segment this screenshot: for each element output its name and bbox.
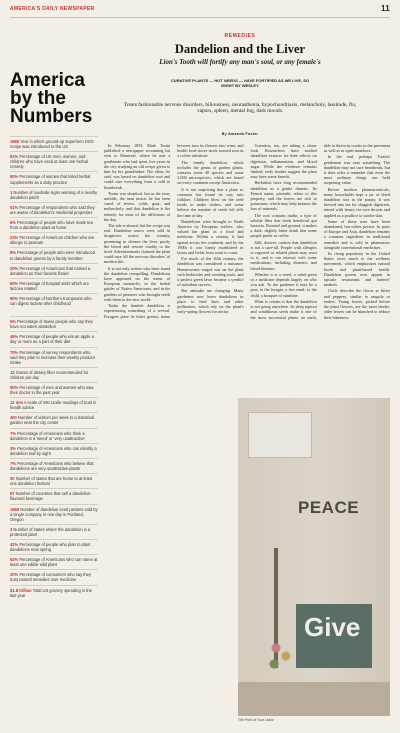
- article-paragraph: Herbalists have long recommended dandelion as a gentle diuretic. Its French name, pissenlit, refers to this property, and the leaves are rich in potassium, which may help balance the loss of minerals.: [250, 180, 317, 212]
- stat-item: [10, 397, 98, 412]
- stats-list-top: [10, 136, 98, 308]
- stat-number: 60%: [10, 174, 19, 180]
- stat-number: 50%: [10, 385, 19, 390]
- article-paragraph: In the end, perhaps Twain's gentleman was onto something. The dandelion may not cure heartbreak, but it does offer a reminder that even the most ordinary things can hold surprising value.: [323, 154, 390, 186]
- stat-number: 12 mm: [10, 400, 23, 406]
- stat-number: 12: [10, 369, 15, 375]
- stat-item: [10, 331, 98, 346]
- article-paragraph: Scientists, too, are taking a closer look. Researchers have studied dandelion extracts for their effects on digestion, inflammation, and blood sugar. While the evidence remains limited, early studies suggest the plant may have some benefit.: [250, 143, 317, 180]
- article-paragraph: The family dandelion, which includes the genus of garden plants, contains some 40 species and some 2,000 microspecies, which are found on every continent except Antarctica.: [177, 159, 244, 186]
- stat-item: [10, 247, 98, 262]
- stat-text: Percentage of survey respondents who said they plan to increase their weekly produce intake: [10, 349, 96, 365]
- stat-text: Number of roadside signs warning of a nearby dandelion patch: [10, 189, 98, 200]
- photo-caption: The Fruit of Your Labor: [238, 718, 274, 722]
- stat-item: [10, 151, 98, 171]
- stat-number: 1: [10, 189, 13, 195]
- give-sign-text: Give: [304, 612, 361, 642]
- stat-number: 67: [10, 491, 15, 497]
- stat-text: Year in which ground-up superhero DGS recipe was introduced to the US: [10, 139, 94, 150]
- stat-text: Number of states where the dandelion is a protected plant: [10, 526, 91, 537]
- stat-text: Percentage of men and women who saw their doctor in the past year: [10, 385, 94, 396]
- stat-text: Percentage of people who plan to plant dandelions next spring: [10, 541, 91, 553]
- article-paragraph: In February 1853, Mark Twain published a newspaper recounting his visit to Montreal, where he met a gentleman who had spent five years in the city studying an old recipe given to him by his grandfather. The elixir, he said, was based on dandelion root and could cure everything from a cold to heartbreak.: [104, 143, 171, 190]
- article-photo: [238, 398, 390, 716]
- stat-text: Percentage of Americans who can name at least one edible wild plant: [10, 557, 98, 568]
- photo-window: [248, 412, 312, 458]
- article-paragraph: Today the humble dandelion is experiencing something of a revival. Foragers prize its bitter greens; home brewers turn its flowers into wine; and health food stores stock roasted root as a coffee substitute.: [104, 143, 244, 319]
- stat-number: 8%: [10, 250, 16, 256]
- article-paragraph: Dandelions were brought to North America by European settlers, who valued the plant as a food and medicine. Within a century, it had spread across the continent, and by the 1800s it was firmly established in lawns and fields from coast to coast.: [177, 218, 244, 256]
- article-paragraph: Before modern pharmaceuticals, many households kept a jar of dried dandelion root in the pantry. It was brewed into tea for sluggish digestion, mixed with honey for sore throats and applied as a poultice to soothe skin.: [323, 186, 390, 218]
- stat-item: [10, 504, 98, 524]
- stat-number: 70%: [10, 349, 19, 355]
- stat-text: Number of countries that sell a dandelion-flavored beverage: [10, 491, 92, 502]
- article-paragraph: It is not only writers who have found the dandelion compelling. Dandelions have appeared on the menu of European monarchs, in the herbal guides of Native Americans, and in the gardens of pioneers who brought seeds with them to the new world.: [104, 265, 171, 302]
- masthead: [10, 3, 390, 18]
- stat-number: 1989: [10, 506, 20, 512]
- stat-item: [10, 473, 98, 488]
- stat-text: Percentage of people who have made tea from a dandelion plant at home: [10, 220, 93, 231]
- stat-item: [10, 412, 98, 427]
- article-paragraph: What is certain is that the dandelion is not going anywhere. Its deep taproot and windblown seeds make it one of the most successful plants on earth, able to thrive in cracks in the pavement as well as in open meadows.: [250, 143, 390, 320]
- photo-flowers: [264, 636, 296, 676]
- stat-number: 62%: [10, 557, 19, 563]
- stat-text: Percentage of hospital visits which are lactose related: [10, 280, 89, 291]
- stat-item: [10, 202, 98, 217]
- stat-item: [10, 382, 98, 397]
- stat-text: Number of visitors per week to a botanical garden near the city center: [10, 415, 95, 426]
- section-name: AMERICA'S DAILY NEWSPAPER: [10, 6, 95, 12]
- stat-number: $1.8 trillion: [10, 587, 32, 593]
- stat-text: Percentage of women that listed herbal supplements as a daily practice: [10, 174, 91, 185]
- article-dek: Lion's Tooth will fortify any man's soul, or any female's: [159, 58, 321, 66]
- stat-item: [10, 293, 98, 308]
- stat-item: [10, 458, 98, 473]
- stat-item: [10, 443, 98, 458]
- stat-number: 30: [10, 476, 15, 482]
- give-sign: [296, 604, 372, 668]
- stat-number: 6%: [10, 220, 16, 226]
- article-paragraph: Twain was skeptical, but as the story unfolds, the man insists he has been cured of fevers, colds, gout, and melancholy, and that dandelion is the remedy for most of the afflictions of the day.: [104, 190, 171, 222]
- stat-item: [10, 316, 98, 331]
- stat-number: 23%: [10, 235, 19, 241]
- photo-ground: [238, 682, 390, 716]
- stat-text: Grams of dietary fiber recommended for children per day: [10, 369, 89, 380]
- stat-text: Percentage of people who eat an apple a day or more as a part of their diet: [10, 334, 94, 345]
- article-headline: Dandelion and the Liver: [174, 42, 306, 56]
- stat-text: Percentage of US men, women, and children who have used at least one herbal remedy: [10, 154, 88, 170]
- stat-number: 1986: [10, 139, 20, 144]
- stat-number: 60%: [10, 280, 19, 286]
- article-paragraph: Whether it is a weed, a salad green or a medicine depends largely on who you ask. To the gardener it may be a pest; to the forager, a free meal; to the child, a bouquet of sunshine.: [250, 271, 317, 298]
- article-paragraph: The tale is absurd, but the recipe was real. Dandelion tonics were sold in drugstores across the country, promising to cleanse the liver, purify the blood and restore vitality to the tired. Advertisements claimed the plant could cure 'all the nervous disorders' of modern life.: [104, 223, 171, 265]
- stat-item: [10, 488, 98, 503]
- stat-item: [10, 554, 98, 569]
- stat-text: Percentage of Americans who can identify a dandelion leaf by sight: [10, 445, 97, 456]
- peace-sign: PEACE: [298, 498, 360, 517]
- stat-text: Percentage of respondents who said they are aware of dandelion's medicinal properties: [10, 204, 95, 215]
- stat-item: [10, 136, 98, 151]
- stat-number: 20%: [10, 572, 19, 578]
- stat-number: 3: [10, 526, 13, 532]
- stats-list-bottom: [10, 316, 98, 600]
- stat-text: Percentage of Americans who believe that dandelions are very unattractive plants: [10, 460, 94, 472]
- page-number: 11: [380, 4, 390, 13]
- stat-number: 7%: [10, 460, 16, 466]
- stat-item: [10, 232, 98, 247]
- stat-text: Percentage of Americans that named a dandelion as their favorite flower: [10, 265, 91, 276]
- stat-item: [10, 569, 98, 584]
- stat-item: [10, 524, 98, 539]
- stat-text: Percentage of consumers who say they trust natural remedies over medicine: [10, 572, 92, 583]
- stat-text: Percentage of American children who are allergic to peanuts: [10, 235, 95, 246]
- article-paragraph: But attitudes are changing. Many gardeners now leave dandelions in place to feed bees and other pollinators, which rely on the plant's early-spring flowers for nectar.: [177, 288, 244, 315]
- article-intro: Treats fashionable nervous disorders, biliousness, neurasthenia, hypochondriasis, melancholy, lassitude, flu, vapors, spleen, mental fog, dark moods.: [123, 102, 357, 115]
- stat-text: Number of states that are home to at least one dandelion festival: [10, 476, 93, 487]
- stat-item: [10, 171, 98, 186]
- numbers-sidebar: [10, 20, 98, 727]
- stat-number: 51%: [10, 204, 19, 210]
- stat-text: Percentage of Americans who think a dandelion is a 'weed' or 'very unattractive': [10, 430, 86, 441]
- stat-item: [10, 367, 98, 382]
- stat-item: [10, 278, 98, 293]
- stat-number: 3%: [10, 445, 16, 451]
- article-paragraph: Still, doctors caution that dandelion is not a cure-all. People with allergies to ragweed or related plants may react to it, and it can interact with some medications, including diuretics and blood thinners.: [250, 239, 317, 271]
- article-paragraph: For much of the 20th century, the dandelion was considered a nuisance. Homeowners waged war on the plant with herbicides and weeding tools, and a perfect green lawn became a symbol of suburban success.: [177, 256, 244, 288]
- stat-number: 46%: [10, 334, 19, 340]
- article-label: REMEDIES: [224, 33, 256, 39]
- stat-text: Percentage of Northern Europeans who can digest lactose after childhood: [10, 295, 92, 307]
- stat-number: 42%: [10, 541, 19, 547]
- stat-item: [10, 347, 98, 367]
- stat-number: 7%: [10, 430, 16, 436]
- stat-item: [10, 428, 98, 443]
- stat-text: Percentage of Swiss people who say they have not eaten dandelion: [10, 319, 93, 330]
- article-paragraph: Some of those uses have been abandoned, but others persist. In parts of Europe and Asia, dandelion remains a common ingredient in traditional remedies and is sold in pharmacies alongside conventional medicines.: [323, 218, 390, 250]
- stat-item: [10, 539, 98, 554]
- stat-number: 81%: [10, 154, 19, 160]
- article-paragraph: Its rising popularity in the United States owes much to the wellness movement, which emphasizes natural foods and plant-based health. Dandelion greens now appear in upscale restaurants and farmers' markets.: [323, 251, 390, 288]
- stat-number: 400: [10, 415, 17, 421]
- stat-number: 90%: [10, 295, 19, 301]
- stat-text: Percentage of people who were introduced to dandelion greens by a family member: [10, 250, 95, 261]
- stat-item: [10, 585, 98, 600]
- article-paragraph: Chefs describe the flavor as bitter and peppery, similar to arugula or endive. Young leaves, picked before the plant flowers, are the most tender; older leaves can be blanched to reduce their bitterness.: [323, 288, 390, 320]
- article-paragraph: The root contains inulin, a type of soluble fiber that feeds beneficial gut bacteria. Roasted and ground, it makes a dark, slightly bitter drink that some people prefer to coffee.: [250, 212, 317, 239]
- article-subhead: CURATIVE PLANTS — HOT NEEDS — HAVE FORTIFIED AS WE LIVE, SO MIGHT BY WESLEY: [170, 78, 310, 88]
- stat-item: [10, 217, 98, 232]
- stat-number: 20%: [10, 265, 19, 271]
- stat-text: Number of dandelion seed packets sold by a single company in one day in Portland, Oregon: [10, 506, 98, 522]
- stat-item: [10, 263, 98, 278]
- stat-text: A scale of 400 Lexile readings of trust in health advice: [10, 400, 97, 411]
- stat-number: 5%: [10, 319, 16, 325]
- stat-text: Total US grocery spending in the last year: [10, 587, 92, 598]
- sidebar-title: America by the Numbers: [10, 70, 93, 127]
- stat-item: [10, 187, 98, 202]
- article-byline: By Amanda Foster: [221, 132, 259, 136]
- article-paragraph: It is not surprising that a plant so common has found its way into folklore. Children blow on the seed heads to make wishes, and some believe the number of seeds left tells the time of day.: [177, 186, 244, 218]
